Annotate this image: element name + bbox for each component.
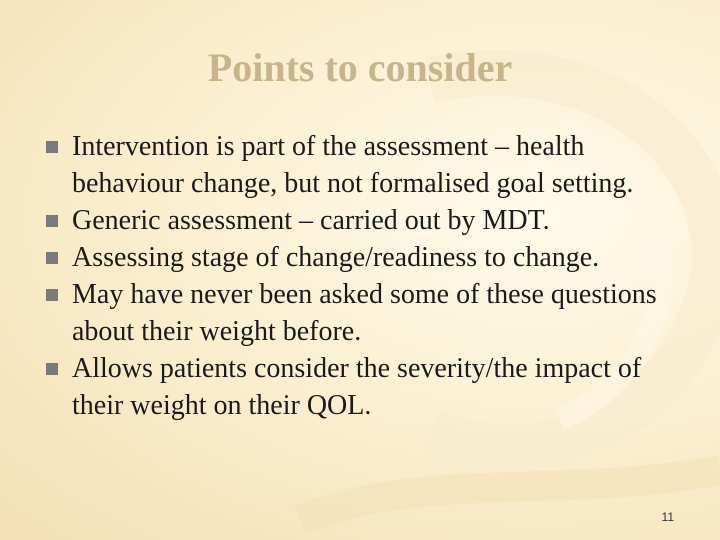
- bullet-text: Assessing stage of change/readiness to change.: [72, 242, 600, 273]
- bullet-item: [44, 128, 684, 202]
- bullet-text: Generic assessment – carried out by MDT.: [72, 205, 550, 236]
- square-bullet-icon: [46, 141, 58, 153]
- bullet-text: May have never been asked some of these questions about their weight before.: [72, 279, 657, 347]
- bullet-item: [44, 239, 684, 276]
- slide-title: Points to consider: [207, 45, 513, 90]
- square-bullet-icon: [46, 363, 58, 375]
- bullet-list: [44, 128, 684, 424]
- bullet-item: [44, 350, 684, 424]
- bullet-text: Allows patients consider the severity/the impact of their weight on their QOL.: [72, 353, 642, 421]
- square-bullet-icon: [46, 252, 58, 264]
- square-bullet-icon: [46, 215, 58, 227]
- square-bullet-icon: [46, 289, 58, 301]
- bullet-item: [44, 276, 684, 350]
- slide-number: 11: [661, 510, 674, 524]
- bullet-item: [44, 202, 684, 239]
- bullet-text: Intervention is part of the assessment – health behaviour change, but not formalised goal setting.: [72, 131, 634, 199]
